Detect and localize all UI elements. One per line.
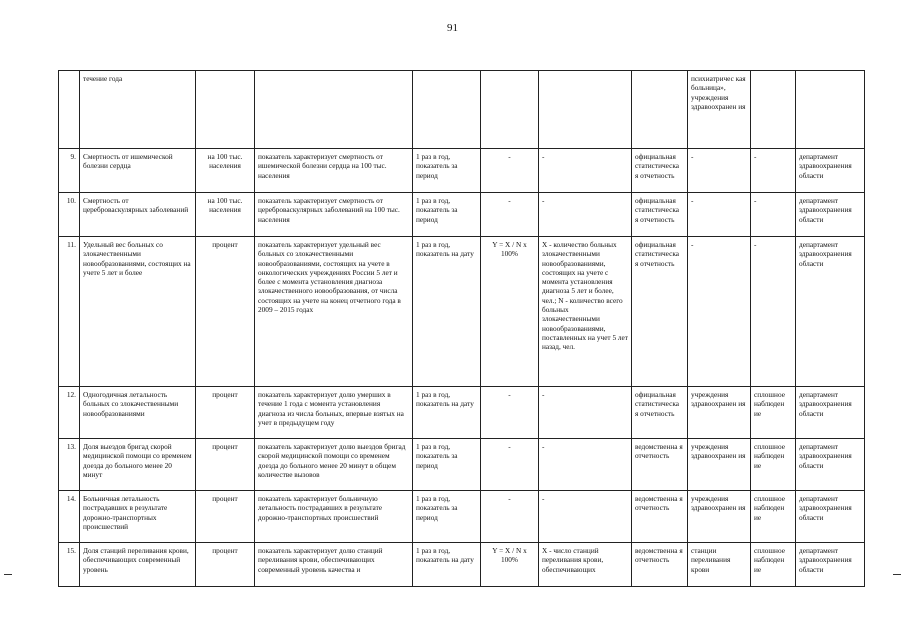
data-source-cell: официальная статистическа я отчетность: [632, 149, 688, 193]
unit-of-measure-cell: на 100 тыс. населения: [196, 193, 255, 237]
row-number-cell: 10.: [59, 193, 80, 237]
indicator-name-cell: Доля выездов бригад скорой медицинской помощи со временем доезда до больного менее 20 минут: [80, 439, 196, 491]
responsible-body-cell: департамент здравоохранения области: [796, 387, 865, 439]
row-number-cell: 15.: [59, 543, 80, 587]
responsible-body-cell: департамент здравоохранения области: [796, 491, 865, 543]
formula-variables-cell: -: [539, 439, 632, 491]
unit-of-measure-cell: [196, 71, 255, 149]
row-number-cell: 13.: [59, 439, 80, 491]
frequency-cell: 1 раз в год, показатель за период: [413, 491, 481, 543]
frequency-cell: 1 раз в год, показатель на дату: [413, 543, 481, 587]
formula-cell: -: [481, 491, 539, 543]
collection-method-cell: сплошное наблюден ие: [751, 543, 796, 587]
observation-unit-cell: -: [688, 149, 751, 193]
indicator-table: [58, 70, 865, 587]
table-row: [59, 439, 865, 491]
unit-of-measure-cell: процент: [196, 387, 255, 439]
responsible-body-cell: департамент здравоохранения области: [796, 543, 865, 587]
observation-unit-cell: -: [688, 193, 751, 237]
indicator-definition-cell: показатель характеризует смертность от ишемической болезни сердца на 100 тыс. населения: [255, 149, 413, 193]
formula-variables-cell: -: [539, 149, 632, 193]
formula-cell: -: [481, 387, 539, 439]
responsible-body-cell: [796, 71, 865, 149]
data-source-cell: ведомственна я отчетность: [632, 543, 688, 587]
row-number-cell: 12.: [59, 387, 80, 439]
responsible-body-cell: департамент здравоохранения области: [796, 193, 865, 237]
row-number-cell: 14.: [59, 491, 80, 543]
formula-cell: -: [481, 193, 539, 237]
formula-variables-cell: X - количество больных злокачественными новообразованиями, состоящих на учете с момента установления диагноза 5 лет и более, чел.; N - количество всего больных злокачественными новообразованиями, поставленных на учет 5 лет назад, чел.: [539, 237, 632, 387]
indicator-definition-cell: показатель характеризует долю умерших в течение 1 года с момента установления диагноза из числа больных, впервые взятых на учет в предыдущем году: [255, 387, 413, 439]
indicator-definition-cell: показатель характеризует долю станций переливания крови, обеспечивающих современный уровень качества и: [255, 543, 413, 587]
frequency-cell: [413, 71, 481, 149]
data-source-cell: официальная статистическа я отчетность: [632, 237, 688, 387]
responsible-body-cell: департамент здравоохранения области: [796, 439, 865, 491]
frequency-cell: 1 раз в год, показатель за период: [413, 439, 481, 491]
indicator-name-cell: течение года: [80, 71, 196, 149]
page-number: 91: [447, 22, 458, 34]
observation-unit-cell: -: [688, 237, 751, 387]
observation-unit-cell: учреждения здравоохранен ия: [688, 439, 751, 491]
observation-unit-cell: станции переливания крови: [688, 543, 751, 587]
unit-of-measure-cell: на 100 тыс. населения: [196, 149, 255, 193]
formula-cell: -: [481, 439, 539, 491]
collection-method-cell: [751, 71, 796, 149]
indicator-name-cell: Смертность от цереброваскулярных заболеваний: [80, 193, 196, 237]
indicator-name-cell: Смертность от ишемической болезни сердца: [80, 149, 196, 193]
table-row: [59, 543, 865, 587]
indicator-name-cell: Удельный вес больных со злокачественными новообразованиями, состоящих на учете 5 лет и более: [80, 237, 196, 387]
unit-of-measure-cell: процент: [196, 439, 255, 491]
collection-method-cell: сплошное наблюден ие: [751, 387, 796, 439]
table-row: [59, 237, 865, 387]
data-source-cell: [632, 71, 688, 149]
formula-cell: [481, 71, 539, 149]
frequency-cell: 1 раз в год, показатель за период: [413, 149, 481, 193]
observation-unit-cell: учреждения здравоохранен ия: [688, 491, 751, 543]
collection-method-cell: сплошное наблюден ие: [751, 439, 796, 491]
row-number-cell: [59, 71, 80, 149]
indicator-name-cell: Одногодичная летальность больных со злокачественными новообразованиями: [80, 387, 196, 439]
unit-of-measure-cell: процент: [196, 543, 255, 587]
responsible-body-cell: департамент здравоохранения области: [796, 237, 865, 387]
formula-cell: Y = X / N x 100%: [481, 543, 539, 587]
formula-variables-cell: -: [539, 491, 632, 543]
formula-cell: Y = X / N x 100%: [481, 237, 539, 387]
frequency-cell: 1 раз в год, показатель на дату: [413, 387, 481, 439]
indicator-definition-cell: показатель характеризует смертность от цереброваскулярных заболеваний на 100 тыс. населения: [255, 193, 413, 237]
table-row: [59, 491, 865, 543]
data-source-cell: ведомственна я отчетность: [632, 439, 688, 491]
row-number-cell: 11.: [59, 237, 80, 387]
table-row: [59, 387, 865, 439]
indicator-name-cell: Больничная летальность пострадавших в результате дорожно-транспортных происшествий: [80, 491, 196, 543]
unit-of-measure-cell: процент: [196, 237, 255, 387]
table-row: [59, 71, 865, 149]
collection-method-cell: -: [751, 149, 796, 193]
formula-variables-cell: -: [539, 193, 632, 237]
indicator-definition-cell: [255, 71, 413, 149]
formula-variables-cell: -: [539, 387, 632, 439]
indicator-definition-cell: показатель характеризует удельный вес больных со злокачественными новообразованиями, состоящих на учете в онкологических учреждениях России 5 лет и более с момента установления диагноза злокачественного новообразования, от числа состоящих на учете на конец отчетного года в 2009 – 2015 годах: [255, 237, 413, 387]
data-source-cell: официальная статистическа я отчетность: [632, 193, 688, 237]
row-number-cell: 9.: [59, 149, 80, 193]
observation-unit-cell: учреждения здравоохранен ия: [688, 387, 751, 439]
unit-of-measure-cell: процент: [196, 491, 255, 543]
scan-edge-mark-left: [4, 574, 12, 575]
indicator-definition-cell: показатель характеризует больничную летальность пострадавших в результате дорожно-транспортных происшествий: [255, 491, 413, 543]
collection-method-cell: -: [751, 237, 796, 387]
data-source-cell: официальная статистическа я отчетность: [632, 387, 688, 439]
formula-variables-cell: [539, 71, 632, 149]
frequency-cell: 1 раз в год, показатель за период: [413, 193, 481, 237]
collection-method-cell: -: [751, 193, 796, 237]
observation-unit-cell: психиатричес кая больница», учреждения здравоохранен ия: [688, 71, 751, 149]
responsible-body-cell: департамент здравоохранения области: [796, 149, 865, 193]
indicator-definition-cell: показатель характеризует долю выездов бригад скорой медицинской помощи со временем доезда до больного менее 20 минут в общем количестве вызовов: [255, 439, 413, 491]
table-row: [59, 193, 865, 237]
indicator-name-cell: Доля станций переливания крови, обеспечивающих современный уровень: [80, 543, 196, 587]
data-source-cell: ведомственна я отчетность: [632, 491, 688, 543]
frequency-cell: 1 раз в год, показатель на дату: [413, 237, 481, 387]
formula-variables-cell: X - число станций переливания крови, обеспечивающих: [539, 543, 632, 587]
collection-method-cell: сплошное наблюден ие: [751, 491, 796, 543]
scan-edge-mark-right: [893, 574, 901, 575]
table-row: [59, 149, 865, 193]
formula-cell: -: [481, 149, 539, 193]
